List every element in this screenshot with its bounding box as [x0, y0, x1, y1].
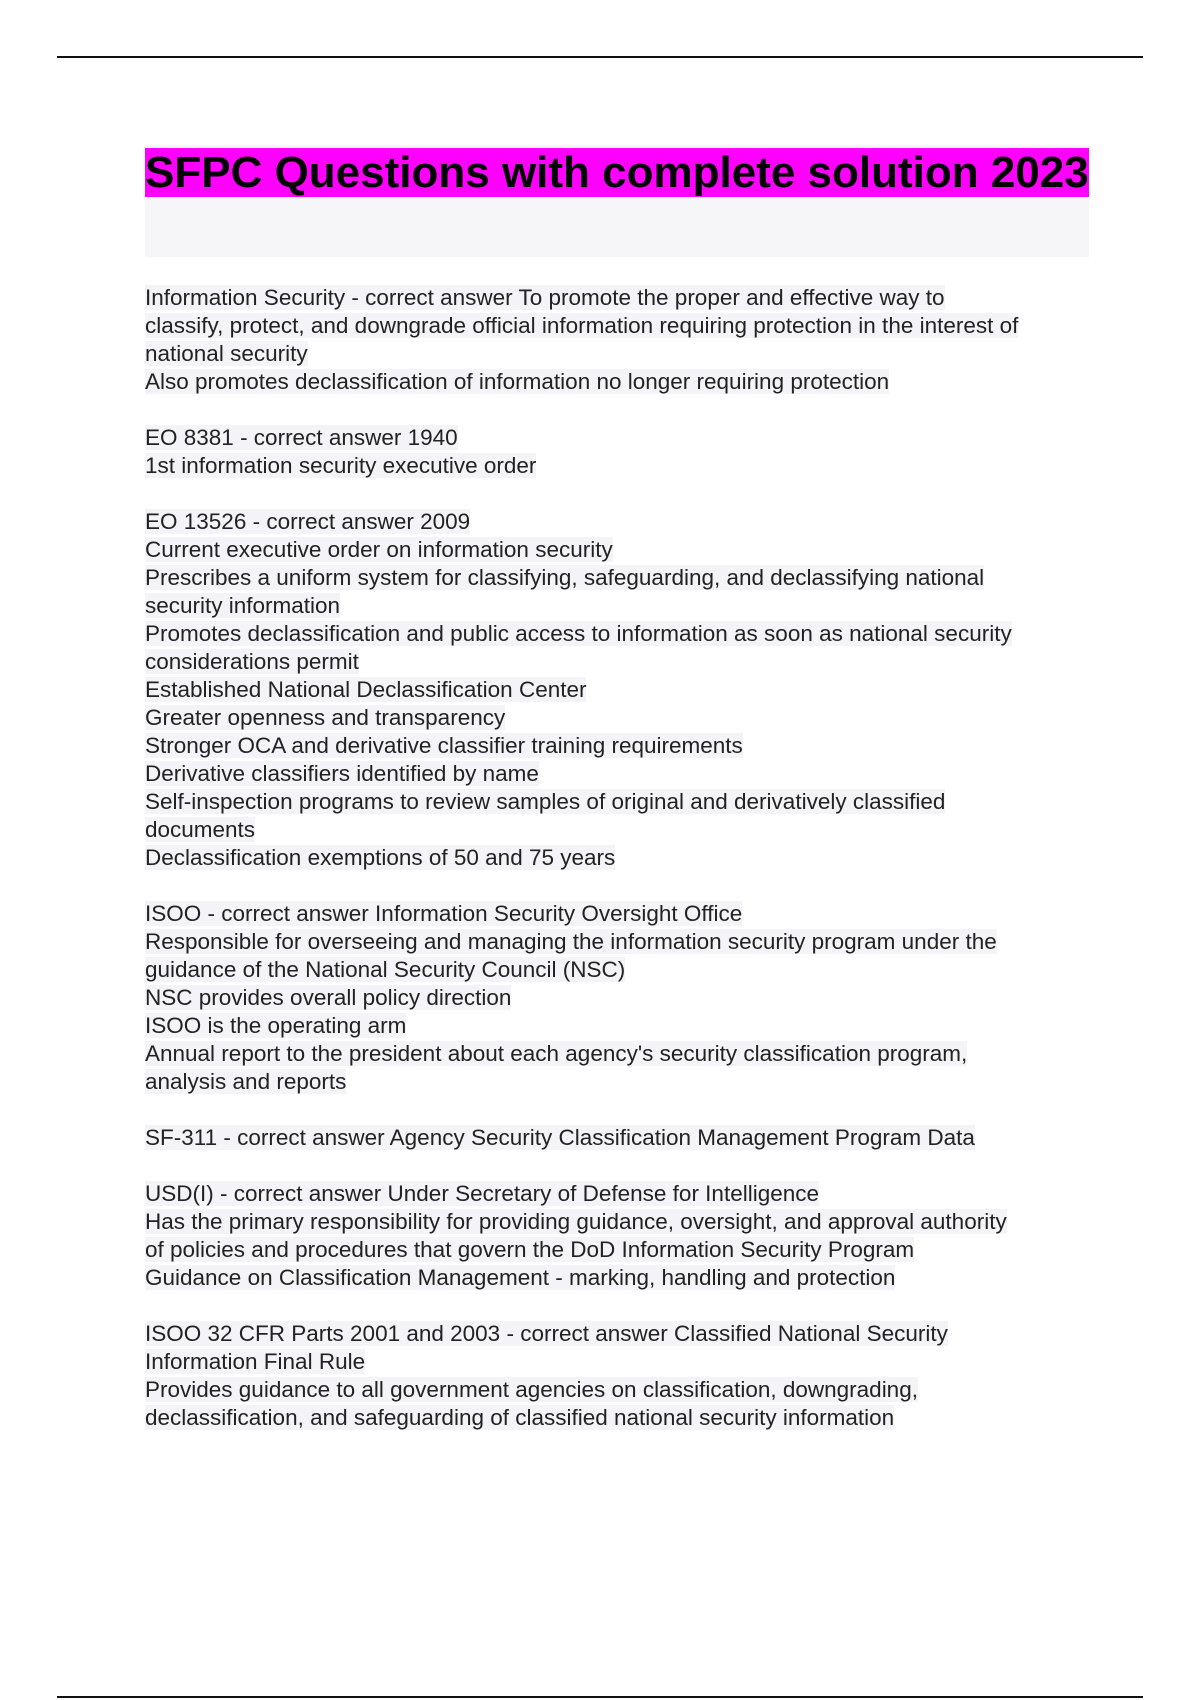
qa-answer-line: [145, 928, 1095, 956]
top-rule: [57, 56, 1143, 58]
title-block: [145, 145, 1089, 257]
qa-answer-line: [145, 984, 1095, 1012]
qa-answer-line: [145, 760, 1095, 788]
qa-answer-line: [145, 312, 1095, 340]
qa-line-text: Established National Declassification Center: [145, 677, 587, 702]
qa-entry: [145, 284, 1095, 396]
qa-line-text: security information: [145, 593, 341, 618]
qa-line-text: Self-inspection programs to review samples of original and derivatively classified: [145, 789, 946, 814]
qa-line-text: EO 8381 - correct answer 1940: [145, 425, 458, 450]
qa-answer-line: [145, 816, 1095, 844]
qa-answer-line: [145, 732, 1095, 760]
qa-answer-line: [145, 1376, 1095, 1404]
qa-answer-line: [145, 844, 1095, 872]
qa-term-line: [145, 284, 1095, 312]
qa-line-text: analysis and reports: [145, 1069, 347, 1094]
qa-answer-line: [145, 452, 1095, 480]
qa-term-line: [145, 900, 1095, 928]
qa-answer-line: [145, 1068, 1095, 1096]
qa-answer-line: [145, 1264, 1095, 1292]
qa-answer-line: [145, 1236, 1095, 1264]
qa-line-text: NSC provides overall policy direction: [145, 985, 512, 1010]
qa-answer-line: [145, 788, 1095, 816]
qa-line-text: ISOO 32 CFR Parts 2001 and 2003 - correct answer Classified National Security: [145, 1321, 948, 1346]
qa-answer-line: [145, 564, 1095, 592]
qa-line-text: Information Security - correct answer To promote the proper and effective way to: [145, 285, 945, 310]
qa-answer-line: [145, 1040, 1095, 1068]
qa-entry: [145, 424, 1095, 480]
page-title-text: SFPC Questions with complete solution 2023: [145, 148, 1089, 197]
qa-line-text: Annual report to the president about each agency's security classification program,: [145, 1041, 968, 1066]
qa-line-text: Guidance on Classification Management - marking, handling and protection: [145, 1265, 896, 1290]
qa-answer-line: [145, 676, 1095, 704]
qa-line-text: Provides guidance to all government agencies on classification, downgrading,: [145, 1377, 918, 1402]
qa-answer-line: [145, 340, 1095, 368]
qa-line-text: Greater openness and transparency: [145, 705, 506, 730]
qa-term-line: [145, 1124, 1095, 1152]
qa-entry: [145, 508, 1095, 872]
qa-line-text: Has the primary responsibility for providing guidance, oversight, and approval authority: [145, 1209, 1007, 1234]
qa-line-text: ISOO - correct answer Information Security Oversight Office: [145, 901, 743, 926]
qa-line-text: 1st information security executive order: [145, 453, 537, 478]
qa-answer-line: [145, 368, 1095, 396]
qa-line-text: considerations permit: [145, 649, 359, 674]
qa-line-text: EO 13526 - correct answer 2009: [145, 509, 471, 534]
qa-answer-line: [145, 620, 1095, 648]
qa-line-text: ISOO is the operating arm: [145, 1013, 407, 1038]
qa-line-text: classify, protect, and downgrade official information requiring protection in the interest of: [145, 313, 1019, 338]
qa-line-text: of policies and procedures that govern the DoD Information Security Program: [145, 1237, 915, 1262]
qa-line-text: Prescribes a uniform system for classifying, safeguarding, and declassifying national: [145, 565, 985, 590]
page-title: [145, 145, 1089, 201]
qa-term-line: [145, 1320, 1095, 1348]
qa-answer-line: [145, 592, 1095, 620]
qa-line-text: Stronger OCA and derivative classifier training requirements: [145, 733, 743, 758]
qa-line-text: Current executive order on information security: [145, 537, 613, 562]
qa-answer-line: [145, 1348, 1095, 1376]
qa-answer-line: [145, 1208, 1095, 1236]
qa-answer-line: [145, 648, 1095, 676]
qa-line-text: SF-311 - correct answer Agency Security Classification Management Program Data: [145, 1125, 975, 1150]
qa-answer-line: [145, 704, 1095, 732]
qa-line-text: USD(I) - correct answer Under Secretary of Defense for Intelligence: [145, 1181, 820, 1206]
qa-line-text: Derivative classifiers identified by name: [145, 761, 539, 786]
qa-answer-line: [145, 1404, 1095, 1432]
qa-answer-line: [145, 1012, 1095, 1040]
bottom-rule: [57, 1696, 1143, 1698]
qa-entry: [145, 1124, 1095, 1152]
qa-line-text: Information Final Rule: [145, 1349, 366, 1374]
qa-answer-line: [145, 956, 1095, 984]
qa-entry: [145, 900, 1095, 1096]
qa-line-text: declassification, and safeguarding of classified national security information: [145, 1405, 895, 1430]
qa-term-line: [145, 508, 1095, 536]
qa-entry: [145, 1320, 1095, 1432]
qa-content: [145, 284, 1095, 1460]
qa-line-text: Declassification exemptions of 50 and 75 years: [145, 845, 616, 870]
qa-line-text: Promotes declassification and public access to information as soon as national security: [145, 621, 1012, 646]
qa-term-line: [145, 1180, 1095, 1208]
qa-line-text: documents: [145, 817, 256, 842]
qa-line-text: Also promotes declassification of information no longer requiring protection: [145, 369, 890, 394]
qa-entry: [145, 1180, 1095, 1292]
qa-line-text: Responsible for overseeing and managing the information security program under the: [145, 929, 997, 954]
qa-line-text: guidance of the National Security Council (NSC): [145, 957, 626, 982]
qa-term-line: [145, 424, 1095, 452]
qa-answer-line: [145, 536, 1095, 564]
qa-line-text: national security: [145, 341, 308, 366]
